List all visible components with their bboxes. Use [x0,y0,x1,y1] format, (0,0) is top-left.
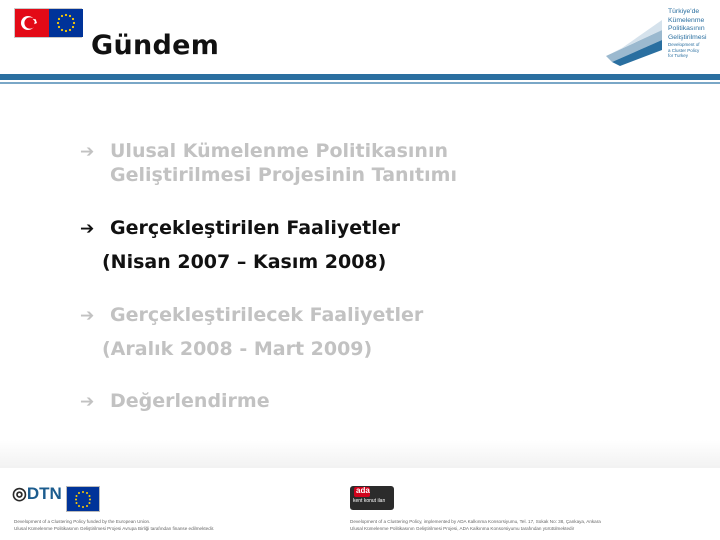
dtn-logo: ◎DTN [12,484,62,503]
agenda-item-evaluation [80,390,270,414]
eu-flag-small-icon [66,486,100,512]
agenda-item-completed-activities [80,217,401,273]
agenda-item-dates: (Aralık 2008 - Mart 2009) [102,338,373,360]
footer-note-right-1: Development of a Clustering Policy, implemented by ADA Kalkınma Konsorsiyumu, Tel. 17, Sokak No: 38, Çankaya, Ankara [350,519,601,524]
arrow-right-icon: ➔ [80,392,95,412]
agenda-item-line1: Gerçekleştirilen Faaliyetler [110,217,401,239]
ada-logo-text: ada [356,486,370,495]
flags [14,8,82,38]
arrow-right-icon: ➔ [80,219,95,239]
agenda-item-line1: Ulusal Kümelenme Politikasının [110,140,448,162]
footer-note-left-2: Ulusal Kümelenme Politikasının Geliştirilmesi Projesi Avrupa Birliği tarafından finanse edilmektedir. [14,526,215,531]
agenda-item-project-intro [80,140,457,187]
footer-note-left-1: Development of a Clustering Policy funded by the European Union. [14,519,151,524]
logo-text: Türkiye'de Kümelenme Politikasının Geliştirilmesi [668,8,707,41]
arrow-right-icon: ➔ [80,306,95,326]
logo-subtext: Development of a Cluster Policy for Turkey [668,42,700,58]
footer-fade [0,440,720,470]
turkish-flag-icon [15,9,49,37]
agenda-item-planned-activities [80,304,424,360]
agenda-item-line2: Geliştirilmesi Projesinin Tanıtımı [110,164,457,186]
eu-flag-icon [49,9,83,37]
agenda-item-line1: Değerlendirme [110,390,270,412]
arrow-right-icon: ➔ [80,142,95,162]
header-divider-thin [0,82,720,84]
header-divider [0,74,720,80]
slide-title: Gündem [91,30,220,61]
agenda-item-line1: Gerçekleştirilecek Faaliyetler [110,304,424,326]
footer-note-right-2: Ulusal Kümelenme Politikasının Geliştirilmesi Projesi, ADA Kalkınma Konsorsiyumu tarafından yürütülmektedir [350,526,575,531]
dtn-logo-mark: ◎ [12,484,27,503]
ada-logo [350,486,394,510]
agenda-item-dates: (Nisan 2007 – Kasım 2008) [102,251,387,273]
ada-logo-subtext: kent konut ilan [353,498,386,504]
